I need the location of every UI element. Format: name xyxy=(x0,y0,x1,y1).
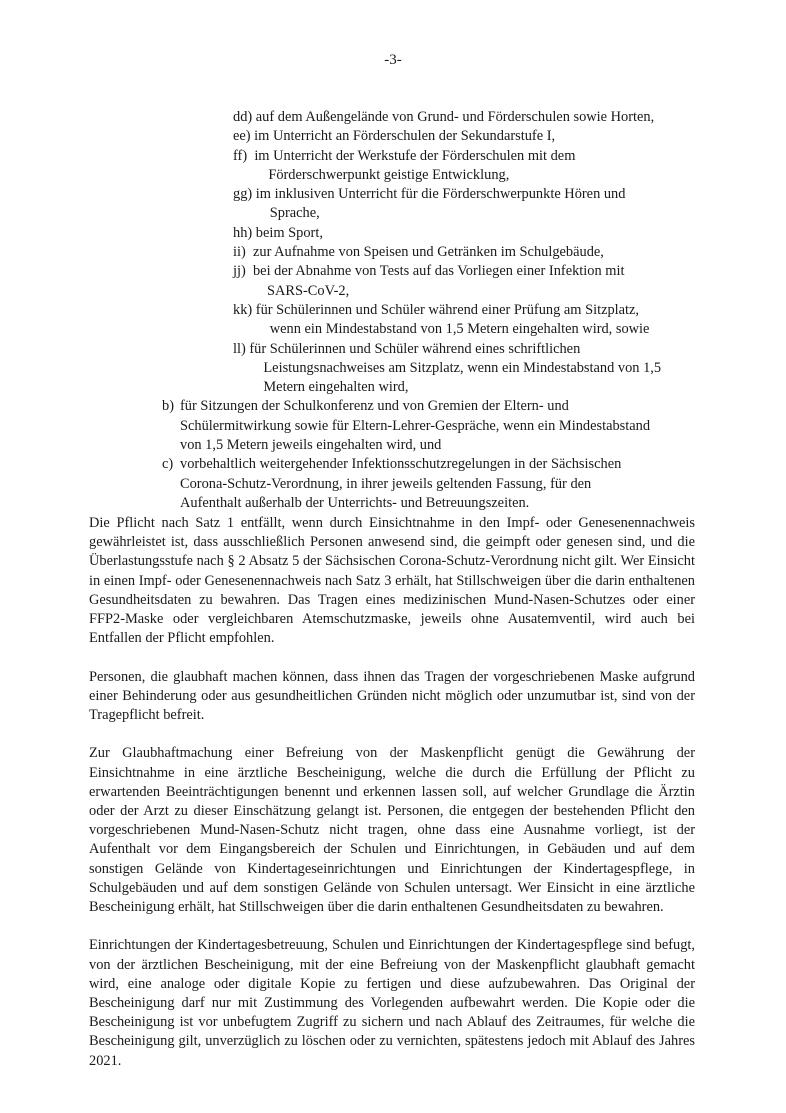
list-item-label: hh) xyxy=(233,224,256,241)
main-item-list xyxy=(162,397,702,513)
list-item-line: Förderschwerpunkt geistige Entwicklung, xyxy=(268,166,510,183)
list-item-line: im Unterricht an Förderschulen der Sekundarstufe I, xyxy=(254,128,556,145)
list-item xyxy=(233,127,702,146)
list-item xyxy=(233,147,702,186)
list-item xyxy=(233,262,702,301)
list-item-text xyxy=(256,224,702,243)
list-item-line: Corona-Schutz-Verordnung, in ihrer jeweils geltenden Fassung, für den xyxy=(180,475,592,492)
list-item-line: wenn ein Mindestabstand von 1,5 Metern eingehalten wird, sowie xyxy=(269,321,650,338)
list-item xyxy=(162,397,702,455)
paragraph: Die Pflicht nach Satz 1 entfällt, wenn durch Einsichtnahme in den Impf- oder Genesenennachweis gewährleistet ist, dass ausschließlich Personen anwesend sind, die geimpft oder genesen sind, und die Überlastungsstufe nach § 2 Absatz 5 der Sächsischen Corona-Schutz-Verordnung nicht gilt. Wer Einsicht in einen Impf- oder Genesenennachweis nach Satz 3 erhält, hat Stillschweigen über die darin enthaltenen Gesundheitsdaten zu bewahren. Das Tragen eines medizinischen Mund-Nasen-Schutzes oder einer FFP2-Maske oder vergleichbaren Atemschutzmaske, jeweils ohne Ausatemventil, wird auch bei Entfallen der Pflicht empfohlen. xyxy=(89,515,695,647)
list-item-line: bei der Abnahme von Tests auf das Vorliegen einer Infektion mit xyxy=(252,263,625,280)
list-item xyxy=(233,301,702,340)
list-item-line: für Schülerinnen und Schüler während einer Prüfung am Sitzplatz, xyxy=(255,301,640,318)
list-item-label: ll) xyxy=(233,340,250,357)
list-item-text xyxy=(180,397,702,455)
list-item-label: ii) xyxy=(233,244,253,261)
list-item-line: beim Sport, xyxy=(255,224,323,241)
list-item-label: kk) xyxy=(233,301,256,318)
body-text xyxy=(89,514,695,1090)
list-item-line: Schülermitwirkung sowie für Eltern-Lehrer-Gespräche, wenn ein Mindestabstand xyxy=(180,417,651,434)
list-item-line: auf dem Außengelände von Grund- und Förderschulen sowie Horten, xyxy=(255,109,655,125)
list-item-label: b) xyxy=(162,398,174,415)
list-item xyxy=(233,108,702,127)
list-item-text xyxy=(256,185,702,224)
list-item-text xyxy=(249,340,702,398)
list-item-label: c) xyxy=(162,456,174,473)
list-item-line: im inklusiven Unterricht für die Förderschwerpunkte Hören und xyxy=(255,186,626,203)
list-item-label: gg) xyxy=(233,186,256,203)
list-item xyxy=(162,455,702,513)
list-item-label: dd) xyxy=(233,109,256,125)
paragraph: Einrichtungen der Kindertagesbetreuung, Schulen und Einrichtungen der Kindertagespflege sind befugt, von der ärztlichen Bescheinigung, mit der eine Befreiung von der Maskenpflicht glaubhaft gemacht wird, eine analoge oder digitale Kopie zu fertigen und diese aufzubewahren. Das Original der Bescheinigung darf nur mit Zustimmung des Vorlegenden aufbewahrt werden. Die Kopie oder die Bescheinigung ist vor unbefugtem Zugriff zu sichern und nach Ablauf des Zeitraumes, für welche die Bescheinigung gilt, unverzüglich zu löschen oder zu vernichten, spätestens jedoch mit Ablauf des Jahres 2021. xyxy=(89,937,695,1069)
list-item xyxy=(233,340,702,398)
list-item-line: Metern eingehalten wird, xyxy=(263,379,409,396)
list-item-text xyxy=(180,455,702,513)
page-number: -3- xyxy=(384,52,402,68)
list-item xyxy=(233,224,702,243)
list-item-text xyxy=(253,243,702,262)
list-item-label: jj) xyxy=(233,263,253,280)
list-item-text xyxy=(256,108,702,127)
list-item xyxy=(233,243,702,262)
list-item-line: Leistungsnachweises am Sitzplatz, wenn ein Mindestabstand von 1,5 xyxy=(263,359,662,376)
list-item-text xyxy=(254,127,702,146)
paragraph: Personen, die glaubhaft machen können, dass ihnen das Tragen der vorgeschriebenen Maske aufgrund einer Behinderung oder aus gesundheitlichen Gründen nicht möglich oder unzumutbar ist, sind von der Tragepflicht befreit. xyxy=(89,668,695,724)
list-item-line: im Unterricht der Werkstufe der Förderschulen mit dem xyxy=(254,147,576,164)
sub-item-list xyxy=(233,108,702,397)
list-item-label: ff) xyxy=(233,147,255,164)
paragraph: Zur Glaubhaftmachung einer Befreiung von der Maskenpflicht genügt die Gewährung der Einsichtnahme in eine ärztliche Bescheinigung, welche die durch die Erfüllung der Pflicht zu erwartenden Beeinträchtigungen benennt und erkennen lassen soll, auf welcher Grundlage die Ärztin oder der Arzt zu dieser Einschätzung gelangt ist. Personen, die entgegen der bestehenden Pflicht den vorgeschriebenen Mund-Nasen-Schutz nicht tragen, ohne dass eine Ausnahme vorliegt, ist der Aufenthalt vor dem Eingangsbereich der Schulen und Einrichtungen, in Gebäuden und auf dem sonstigen Gelände von Kindertageseinrichtungen und Einrichtungen der Kindertagespflege, in Schulgebäuden und auf dem sonstigen Gelände von Schulen untersagt. Wer Einsicht in eine ärztliche Bescheinigung erhält, hat Stillschweigen über die darin enthaltenen Gesundheitsdaten zu bewahren. xyxy=(89,745,695,916)
list-item-line: von 1,5 Metern jeweils eingehalten wird, und xyxy=(180,437,442,454)
list-item-line: für Sitzungen der Schulkonferenz und von Gremien der Eltern- und xyxy=(180,398,569,415)
list-item-text xyxy=(256,301,702,340)
list-item-line: Sprache, xyxy=(269,205,320,222)
list-item-line: für Schülerinnen und Schüler während eines schriftlichen xyxy=(249,340,581,357)
list-item-line: SARS-CoV-2, xyxy=(266,282,350,299)
list-item-text xyxy=(254,147,702,186)
list-item-label: ee) xyxy=(233,128,255,145)
enumerated-list xyxy=(162,108,702,513)
list-item xyxy=(233,185,702,224)
list-item-line: zur Aufnahme von Speisen und Getränken im Schulgebäude, xyxy=(252,244,604,261)
list-item-line: Aufenthalt außerhalb der Unterrichts- und Betreuungszeiten. xyxy=(180,494,530,511)
list-item-line: vorbehaltlich weitergehender Infektionsschutzregelungen in der Sächsischen xyxy=(180,456,622,473)
list-item-text xyxy=(253,262,702,301)
